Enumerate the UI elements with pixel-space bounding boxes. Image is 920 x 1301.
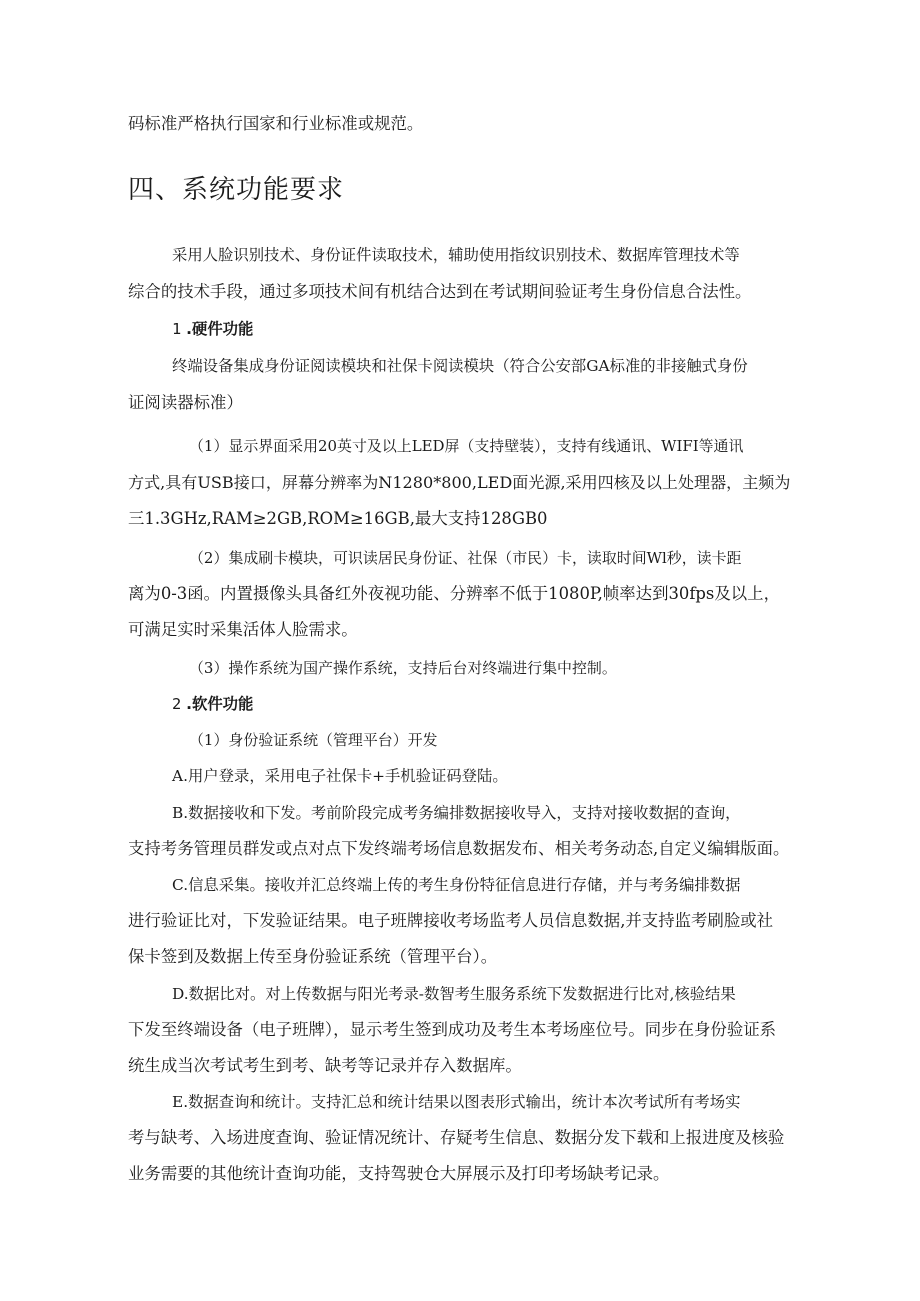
software-item-b-line-1: B.数据接收和下发。考前阶段完成考务编排数据接收导入，支持对接收数据的查询， <box>172 804 741 822</box>
software-item-b-line-2: 支持考务管理员群发或点对点下发终端考场信息数据发布、相关考务动态,自定义编辑版面。 <box>128 839 790 858</box>
subheading-number: 2 <box>172 695 182 713</box>
hardware-paragraph-line-2: 证阅读器标准） <box>128 393 243 412</box>
hardware-item-1-line-3: 三1.3GHz,RAM≥2GB,ROM≥16GB,最大支持128GB0 <box>128 509 548 528</box>
paragraph-line: 码标准严格执行国家和行业标准或规范。 <box>128 114 424 133</box>
subheading-label: .硬件功能 <box>186 320 254 338</box>
software-item-c-line-3: 保卡签到及数据上传至身份验证系统（管理平台）。 <box>128 947 498 966</box>
software-item-1: （1）身份验证系统（管理平台）开发 <box>189 731 438 749</box>
hardware-paragraph-line-1: 终端设备集成身份证阅读模块和社保卡阅读模块（符合公安部GA标准的非接触式身份 <box>172 357 748 375</box>
software-item-d-line-3: 统生成当次考试考生到考、缺考等记录并存入数据库。 <box>128 1056 522 1075</box>
software-item-c-line-1: C.信息采集。接收并汇总终端上传的考生身份特征信息进行存储，并与考务编排数据 <box>172 876 741 894</box>
software-item-d-line-2: 下发至终端设备（电子班牌），显示考生签到成功及考生本考场座位号。同步在身份验证系 <box>128 1020 777 1039</box>
subheading-number: 1 <box>172 320 182 338</box>
software-item-a: A.用户登录，采用电子社保卡+手机验证码登陆。 <box>172 767 508 785</box>
software-item-e-line-3: 业务需要的其他统计查询功能，支持驾驶仓大屏展示及打印考场缺考记录。 <box>128 1164 670 1183</box>
hardware-item-2-line-2: 离为0-3函。内置摄像头具备红外夜视功能、分辨率不低于1080P,帧率达到30fps及以上， <box>128 584 780 603</box>
hardware-item-3-line-1: （3）操作系统为国产操作系统，支持后台对终端进行集中控制。 <box>189 659 617 677</box>
hardware-item-1-line-2: 方式,具有USB接口，屏幕分辨率为N1280*800,LED面光源,采用四核及以上处理器，主频为 <box>128 473 791 492</box>
hardware-item-2-line-3: 可满足实时采集活体人脸需求。 <box>128 620 358 639</box>
hardware-item-1-line-1: （1）显示界面采用20英寸及以上LED屏（支持壁装），支持有线通讯、WIFI等通讯 <box>189 437 744 455</box>
subheading-hardware <box>172 311 852 347</box>
software-item-c-line-2: 进行验证比对，下发验证结果。电子班牌接收考场监考人员信息数据,并支持监考刷脸或社 <box>128 911 774 930</box>
software-item-d-line-1: D.数据比对。对上传数据与阳光考录-数智考生服务系统下发数据进行比对,核验结果 <box>172 985 736 1003</box>
subheading-label: .软件功能 <box>186 695 254 713</box>
hardware-item-2-line-1: （2）集成刷卡模块，可识读居民身份证、社保（市民）卡，读取时间Wl秒，读卡距 <box>189 549 742 567</box>
software-item-e-line-2: 考与缺考、入场进度查询、验证情况统计、存疑考生信息、数据分发下载和上报进度及核验 <box>128 1128 785 1147</box>
software-item-e-line-1: E.数据查询和统计。支持汇总和统计结果以图表形式输出，统计本次考试所有考场实 <box>172 1093 741 1111</box>
intro-line-2: 综合的技术手段，通过多项技术间有机结合达到在考试期间验证考生身份信息合法性。 <box>128 282 752 301</box>
subheading-software <box>172 686 852 722</box>
intro-line-1: 采用人脸识别技术、身份证件读取技术，辅助使用指纹识别技术、数据库管理技术等 <box>172 246 740 264</box>
section-title: 四、系统功能要求 <box>128 175 345 205</box>
